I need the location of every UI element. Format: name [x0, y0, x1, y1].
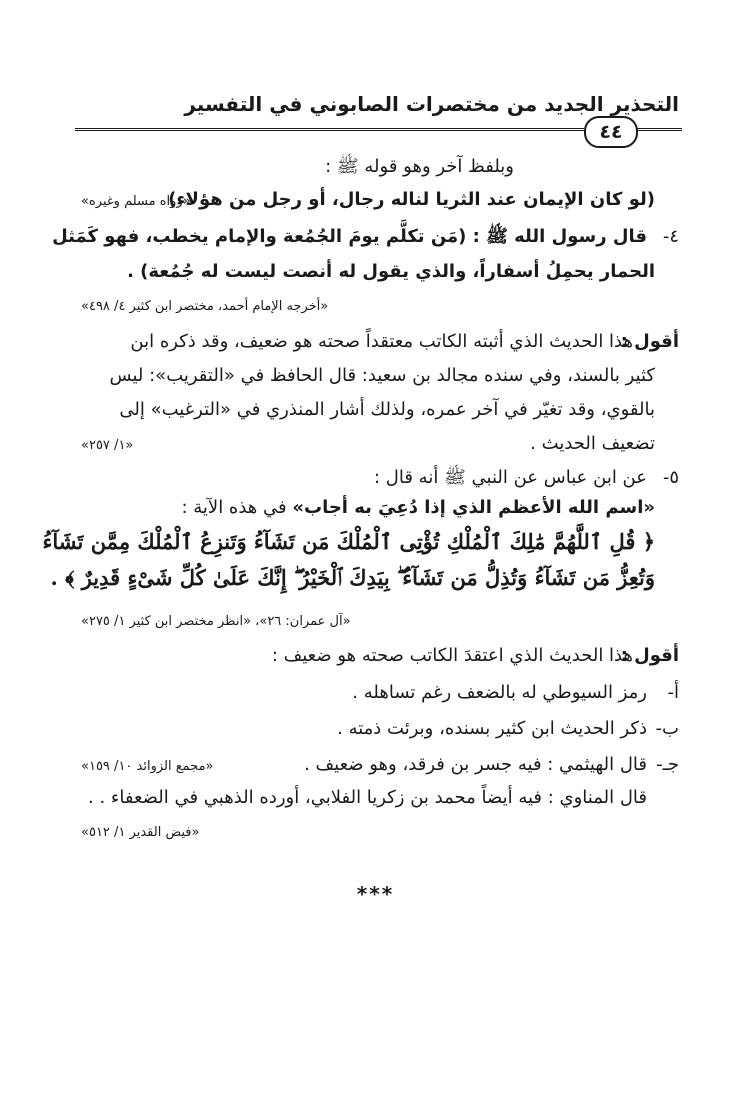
text-line: تضعيف الحديث .	[530, 433, 655, 454]
text-line: كثير بالسند، وفي سنده مجالد بن سعيد: قال الحافظ في «التقريب»: ليس	[109, 365, 655, 386]
running-header-title: التحذير الجديد من مختصرات الصابوني في التفسير	[184, 92, 679, 116]
item-letter: جـ-	[656, 754, 679, 775]
text-line: ذكر الحديث ابن كثير بسنده، وبرئت ذمته .	[337, 718, 647, 739]
hadith-quote: الحمار يحمِلُ أسفاراً، والذي يقول له أنصت ليست له جُمُعة) .	[127, 261, 655, 282]
section-divider-stars: ***	[356, 882, 395, 906]
hadith-quote: (لو كان الإيمان عند الثريا لناله رجال، أو رجل من هؤلاء)	[168, 189, 655, 210]
text-line: عن ابن عباس عن النبي ﷺ أنه قال :	[374, 467, 647, 488]
text-line: قال المناوي : فيه أيضاً محمد بن زكريا الفلابي، أورده الذهبي في الضعفاء . .	[88, 787, 647, 808]
citation: «١/ ٢٥٧»	[81, 438, 134, 453]
paragraph-lead: أقول :	[620, 645, 679, 666]
text-line: هذا الحديث الذي اعتقدَ الكاتب صحته هو ضعيف :	[271, 645, 633, 666]
citation: «مجمع الزوائد ١٠/ ١٥٩»	[81, 759, 214, 774]
text-line: قال الهيثمي : فيه جسر بن فرقد، وهو ضعيف .	[304, 754, 647, 775]
citation: «أخرجه الإمام أحمد، مختصر ابن كثير ٤/ ٤٩٨»	[81, 299, 329, 314]
item-number: ٤-	[662, 226, 679, 247]
header-rule-right	[634, 128, 682, 131]
text-tail: في هذه الآية :	[181, 497, 287, 518]
header-rule-left	[75, 128, 584, 131]
text-line: رمز السيوطي له بالضعف رغم تساهله .	[352, 682, 647, 703]
quran-verse-line: وَتُعِزُّ مَن تَشَآءُ وَتُذِلُّ مَن تَشَآءُ ۖ بِيَدِكَ ٱلْخَيْرُ ۖ إِنَّكَ عَلَىٰ كُلِّ شَىْءٍ قَدِيرٌ ﴾ .	[50, 565, 655, 590]
text-line: هذا الحديث الذي أثبته الكاتب معتقداً صحته هو ضعيف، وقد ذكره ابن	[130, 331, 633, 352]
item-letter: ب-	[655, 718, 679, 739]
text-line: بالقوي، وقد تغيّر في آخر عمره، ولذلك أشار المنذري في «الترغيب» إلى	[119, 399, 655, 420]
text-line	[181, 494, 655, 522]
citation: «فيض القدير ١/ ٥١٢»	[81, 825, 200, 840]
text-line: وبلفظ آخر وهو قوله ﷺ :	[325, 156, 514, 177]
paragraph-lead: أقول :	[620, 331, 679, 352]
citation: «آل عمران: ٢٦»، «انظر مختصر ابن كثير ١/ ٢٧٥»	[81, 614, 351, 629]
page-number: ٤٤	[584, 116, 638, 148]
quran-verse-line: ﴿ قُلِ ٱللَّهُمَّ مَٰلِكَ ٱلْمُلْكِ تُؤْتِى ٱلْمُلْكَ مَن تَشَآءُ وَتَنزِعُ ٱلْمُلْكَ مِمَّن تَشَآءُ	[42, 529, 655, 554]
item-letter: أ-	[667, 682, 679, 703]
citation: «رواه مسلم وغيره»	[81, 194, 191, 209]
hadith-quote: «اسم الله الأعظم الذي إذا دُعِيَ به أجاب»	[292, 497, 655, 518]
item-number: ٥-	[662, 467, 679, 488]
hadith-quote: قال رسول الله ﷺ : (مَن تكلَّم يومَ الجُمُعة والإمام يخطب، فهو كَمَثل	[52, 226, 647, 247]
